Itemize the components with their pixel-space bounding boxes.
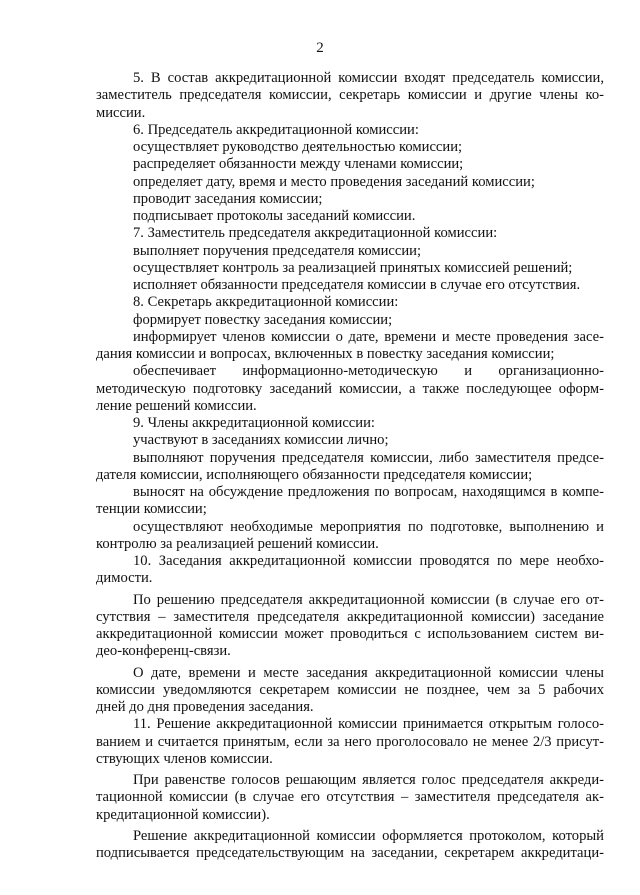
text-line: осуществляют необходимые мероприятия по подготовке, выполнению и: [133, 518, 604, 535]
text-line: дателя комиссии, исполняющего обязанности председателя комиссии;: [96, 466, 533, 483]
text-line: контролю за реализацией решений комиссии.: [96, 535, 379, 552]
text-line: Решение аккредитационной комиссии оформляется протоколом, который: [133, 827, 604, 844]
text-line: 7. Заместитель председателя аккредитационной комиссии:: [133, 225, 498, 242]
text-line: 8. Секретарь аккредитационной комиссии:: [133, 294, 399, 311]
text-line: 11. Решение аккредитационной комиссии принимается открытым голосо-: [133, 716, 604, 733]
text-line: информирует членов комиссии о дате, времени и месте проведения засе-: [133, 328, 604, 345]
text-line: 10. Заседания аккредитационной комиссии проводятся по мере необхо-: [133, 553, 604, 569]
text-line: распределяет обязанности между членами комиссии;: [133, 156, 464, 173]
text-line: проводит заседания комиссии;: [133, 190, 323, 207]
text-line: ствующих членов комиссии.: [96, 750, 273, 767]
text-line: ление решений комиссии.: [96, 397, 257, 414]
text-line: ванием и считается принятым, если за него проголосовало не менее 2/3 присут-: [96, 733, 604, 750]
text-line: О дате, времени и месте заседания аккредитационной комиссии члены: [133, 664, 604, 681]
text-line: выносят на обсуждение предложения по вопросам, находящимся в компе-: [133, 484, 604, 500]
text-line: дней до дня проведения заседания.: [96, 699, 314, 715]
text-line: сутствия – заместителя председателя аккредитационной комиссии) заседание: [96, 608, 604, 625]
text-line: дания комиссии и вопросах, включенных в повестку заседания комиссии;: [96, 346, 555, 362]
text-line: определяет дату, время и место проведения заседаний комиссии;: [133, 173, 535, 190]
text-line: 9. Члены аккредитационной комиссии:: [133, 415, 375, 431]
text-line: кредитационной комиссии).: [96, 806, 270, 823]
text-line: формирует повестку заседания комиссии;: [133, 311, 393, 328]
text-line: 6. Председатель аккредитационной комиссии:: [133, 121, 419, 138]
text-line: участвуют в заседаниях комиссии лично;: [133, 432, 389, 449]
text-line: димости.: [96, 570, 153, 587]
text-line: подписывается председательствующим на заседании, секретарем аккредитаци-: [96, 845, 604, 861]
text-line: осуществляет контроль за реализацией принятых комиссией решений;: [133, 259, 573, 276]
text-line: аккредитационной комиссии может проводиться с использованием систем ви-: [96, 626, 604, 642]
text-line: обеспечивает информационно-методическую и организационно-: [133, 363, 604, 380]
text-line: тенции комиссии;: [96, 501, 207, 518]
text-line: осуществляет руководство деятельностью комиссии;: [133, 139, 463, 155]
text-line: тационной комиссии (в случае его отсутствия – заместителя председателя ак-: [96, 789, 604, 806]
text-line: заместитель председателя комиссии, секретарь комиссии и другие члены ко-: [96, 87, 604, 104]
text-line: исполняет обязанности председателя комиссии в случае его отсутствия.: [133, 277, 581, 293]
text-line: методическую подготовку заседаний комиссии, а также последующее оформ-: [96, 380, 604, 397]
text-line: 5. В состав аккредитационной комиссии входят председатель комиссии,: [133, 70, 604, 86]
text-line: део-конференц-связи.: [96, 643, 231, 660]
text-line: комиссии уведомляются секретарем комиссии не позднее, чем за 5 рабочих: [96, 681, 604, 698]
text-line: По решению председателя аккредитационной комиссии (в случае его от-: [133, 591, 604, 608]
text-line: миссии.: [96, 104, 146, 121]
document-body: [96, 70, 604, 862]
text-line: выполняет поручения председателя комиссии;: [133, 242, 422, 259]
text-line: выполняют поручения председателя комиссии, либо заместителя предсе-: [133, 449, 604, 466]
page-number: 2: [316, 40, 324, 56]
text-line: При равенстве голосов решающим является голос председателя аккреди-: [133, 772, 604, 788]
text-line: подписывает протоколы заседаний комиссии.: [133, 208, 416, 224]
